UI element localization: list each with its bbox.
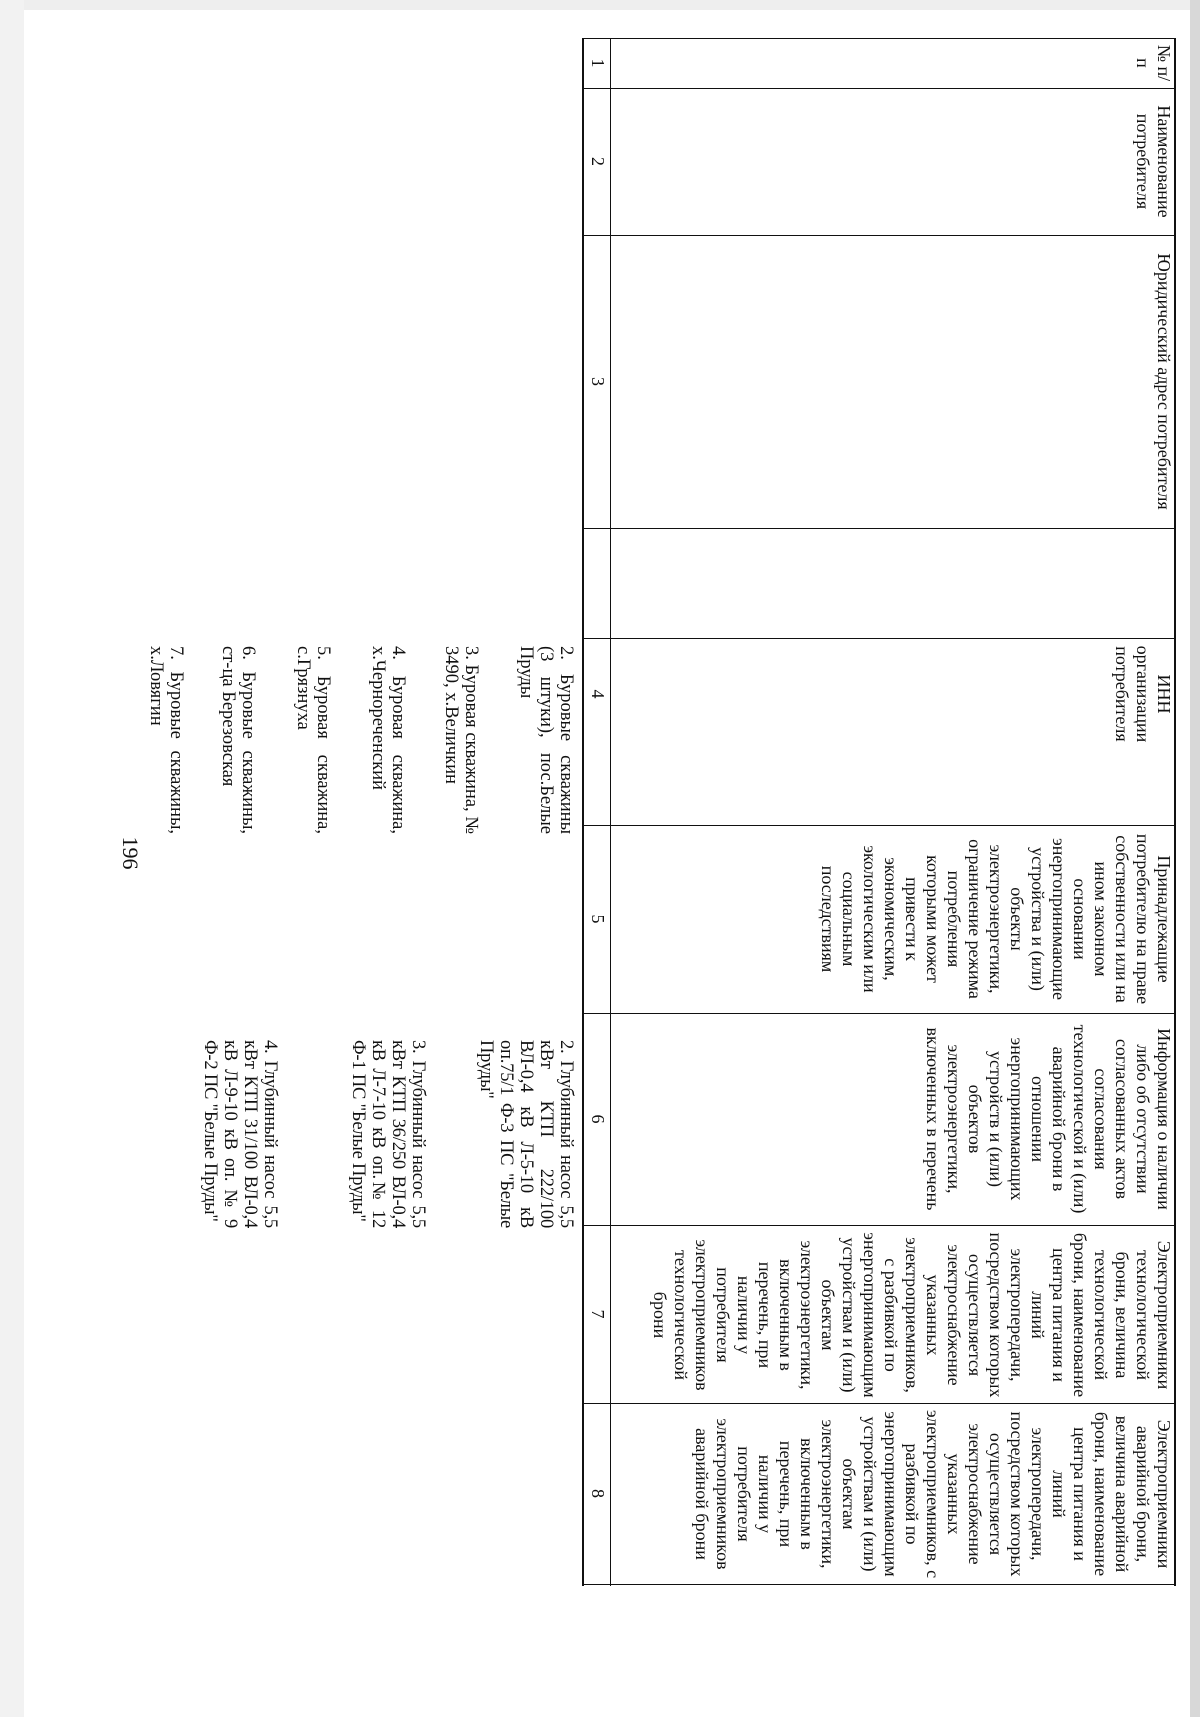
col-border-7b xyxy=(584,1403,1176,1404)
column-number-8: 8 xyxy=(588,1489,608,1498)
page-number: 196 xyxy=(118,836,143,870)
column-number-6: 6 xyxy=(588,1114,608,1124)
header-col-2: Наименование потребителя xyxy=(1133,105,1174,218)
column-number-1: 1 xyxy=(588,58,608,68)
list-item-col7: 3. Глубинный насос 5,5 кВт КТП 36/250 ВЛ-0,4 кВ Л-7-10 кВ оп.№ 12 Ф-1 ПС "Белые Пруды" xyxy=(348,1040,428,1228)
col-border-1 xyxy=(584,88,1176,89)
col-border-5 xyxy=(584,825,1176,826)
column-number-4: 4 xyxy=(588,689,608,699)
header-col-7: Электроприемники технологической брони, величина технологической брони, наименование центра питания и линий электропередачи, посредством которых осуществляется электроснабжение указанных электроприемников, с разбивкой по энергопринимающим устройствам и (или) объектам электроэнергетики, включенным в перечень, при наличии у потребителя электроприемников технологической брони xyxy=(650,1232,1174,1398)
col-border-4 xyxy=(584,638,1176,639)
scan-edge-top xyxy=(0,0,1200,10)
header-col-3: Юридический адрес потребителя xyxy=(1154,253,1174,510)
consumer-table xyxy=(128,38,1176,1586)
column-numbers-bottom-rule xyxy=(582,38,584,1586)
col-border-0 xyxy=(584,38,1176,39)
scan-edge-right xyxy=(1190,0,1200,1717)
list-item-col5: 7. Буровые скважины, х.Ловягин xyxy=(146,646,186,834)
list-item-col7: 2. Глубинный насос 5,5 кВт КТП 222/100 ВЛ-0,4 кВ Л-5-10 кВ оп.75/1 Ф-3 ПС "Белые Пруды" xyxy=(476,1040,576,1228)
header-col-4: ИНН организации потребителя xyxy=(1112,645,1174,743)
list-item-col5: 4. Буровая скважина, х.Чернореченский xyxy=(368,646,408,834)
scan-edge-left xyxy=(0,0,24,1717)
col-border-7 xyxy=(584,1225,1176,1226)
header-col-1: № п/п xyxy=(1133,44,1174,82)
list-item-col7: 4. Глубинный насос 5,5 кВт КТП 31/100 ВЛ-0,4 кВ Л-9-10 кВ оп. № 9 Ф-2 ПС "Белые Пруды" xyxy=(200,1040,280,1228)
column-number-2: 2 xyxy=(588,157,608,166)
list-item-col5: 2. Буровые скважины (3 штуки), пос.Белые Пруды xyxy=(516,646,576,834)
col-border-6 xyxy=(584,1013,1176,1014)
list-item-col5: 5. Буровая скважина, с.Грязнуха xyxy=(293,646,333,834)
header-col-8: Электроприемники аварийной брони, величина аварийной брони, наименование центра питания и линий электропередачи, посредством которых осуществляется электроснабжение указанных электроприемников, с разбивкой по энергопринимающим устройствам и (или) объектам электроэнергетики, включенным в перечень, при наличии у потребителя электроприемников аварийной брони xyxy=(692,1409,1174,1579)
list-item-col5: 3. Буровая скважина, № 3490, х.Величкин xyxy=(441,646,481,834)
column-number-5: 5 xyxy=(588,914,608,924)
column-number-7: 7 xyxy=(588,1309,608,1319)
col-border-8 xyxy=(584,1584,1176,1585)
col-border-3 xyxy=(584,528,1176,529)
col-border-2 xyxy=(584,235,1176,236)
list-item-col5: 6. Буровые скважины, ст-ца Березовская xyxy=(218,646,258,834)
header-col-5: Принадлежащие потребителю на праве собственности или на ином законном основании энергопринимающие устройства и (или) объекты электроэнергетики, ограничение режима потребления которыми может привести к экономическим, экологическим или социальным последствиям xyxy=(818,833,1174,1005)
column-number-3: 3 xyxy=(588,377,608,386)
header-col-6: Информация о наличии либо об отсутствии согласованных актов согласования технологической и (или) аварийной брони в отношении энергопринимающих устройств и (или) объектов электроэнергетики, включенных в перечень xyxy=(923,1024,1174,1214)
rotated-page-content xyxy=(128,38,1176,1586)
